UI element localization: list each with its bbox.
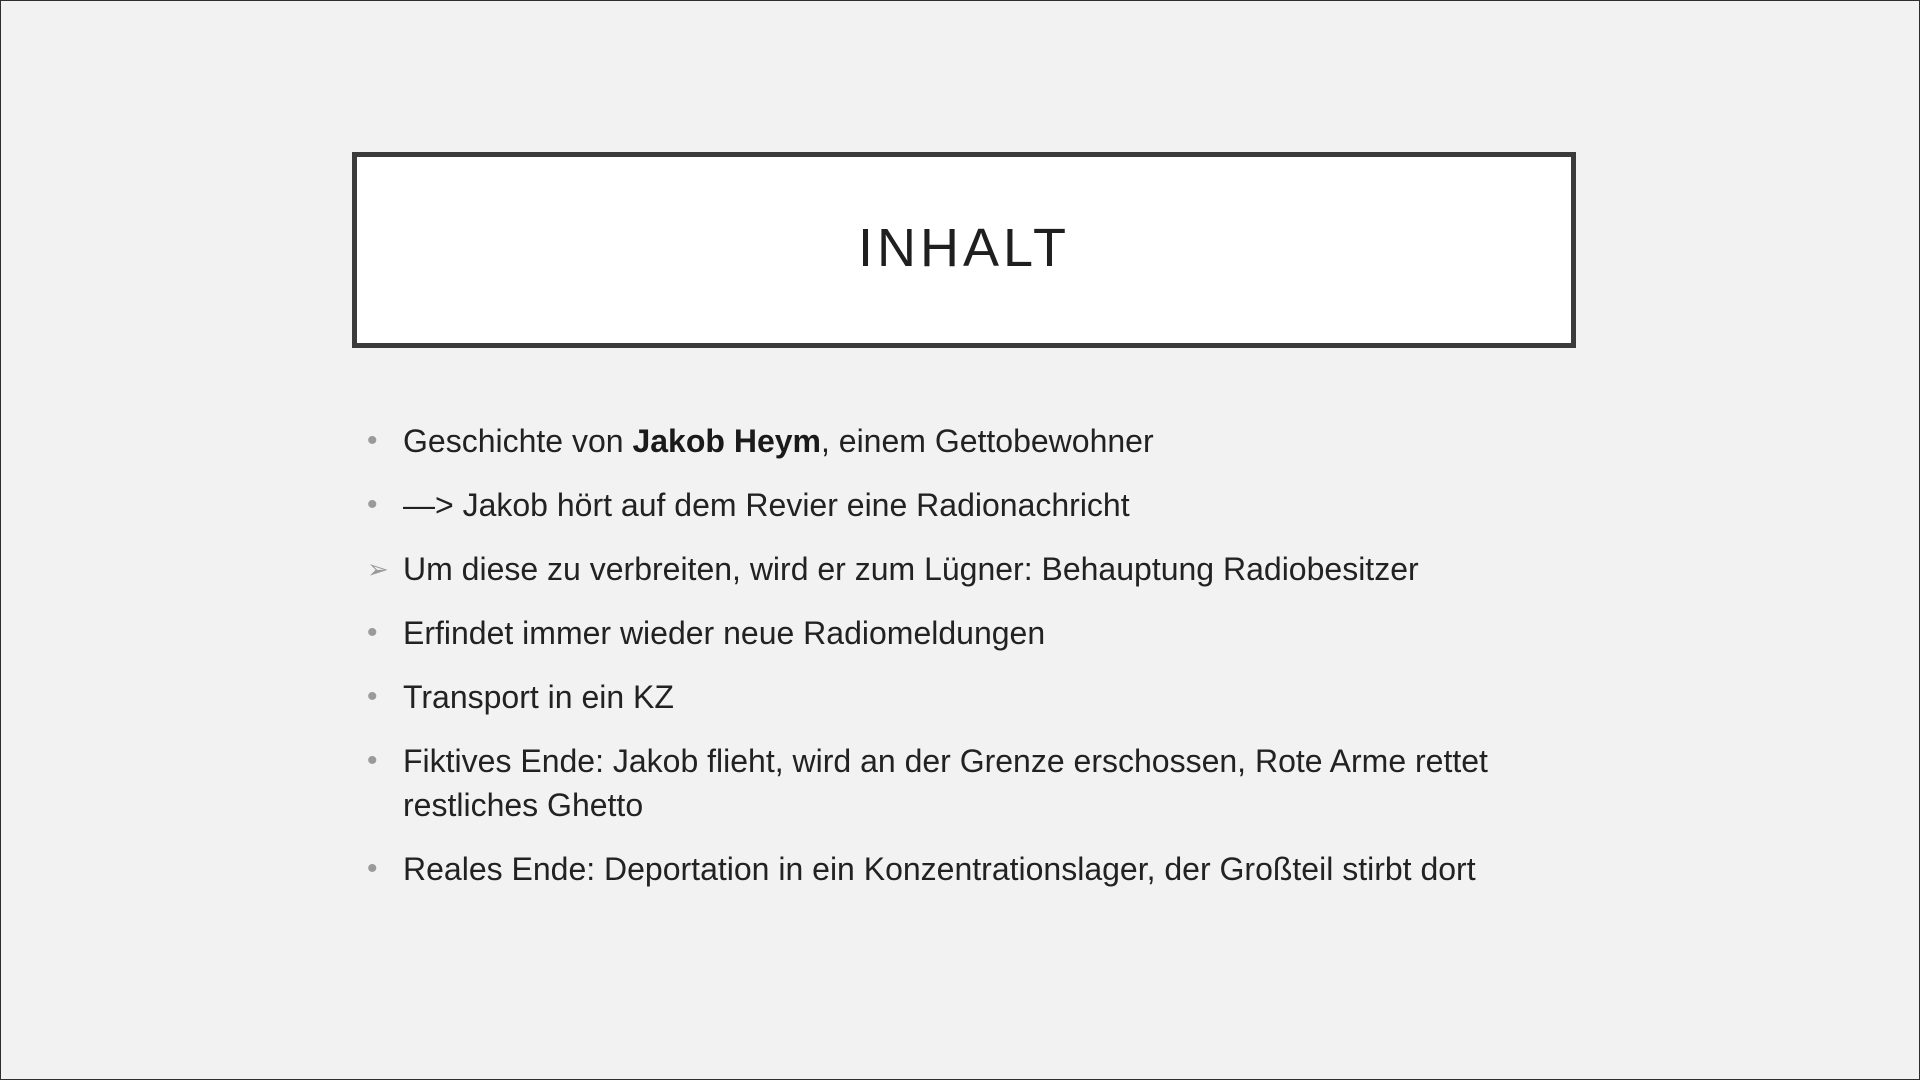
bullet-dot-icon: • xyxy=(367,424,378,457)
list-item xyxy=(365,675,1565,719)
bullet-text: Erfindet immer wieder neue Radiomeldungen xyxy=(403,615,1046,651)
list-item xyxy=(365,739,1565,827)
bullet-text-part: , einem Gettobewohner xyxy=(820,423,1154,459)
bullet-dot-icon: • xyxy=(367,744,378,777)
arrow-bullet-icon: ➢ xyxy=(367,554,389,584)
bullet-list xyxy=(365,419,1565,911)
bullet-dot-icon: • xyxy=(367,680,378,713)
list-item xyxy=(365,419,1565,463)
title-box xyxy=(352,152,1576,348)
bullet-dot-icon: • xyxy=(367,852,378,885)
slide-title: INHALT xyxy=(857,218,1071,278)
list-item xyxy=(365,611,1565,655)
bullet-text: —> Jakob hört auf dem Revier eine Radionachricht xyxy=(403,487,1130,523)
bullet-text: Transport in ein KZ xyxy=(403,679,674,715)
list-item xyxy=(365,847,1565,891)
bullet-text: Um diese zu verbreiten, wird er zum Lügner: Behauptung Radiobesitzer xyxy=(403,551,1419,587)
bullet-text: Fiktives Ende: Jakob flieht, wird an der Grenze erschossen, Rote Arme rettet restliches Ghetto xyxy=(403,743,1488,823)
list-item xyxy=(365,483,1565,527)
bullet-dot-icon: • xyxy=(367,488,378,521)
bullet-dot-icon: • xyxy=(367,616,378,649)
bullet-text xyxy=(403,419,1154,463)
bullet-text-part: Geschichte von xyxy=(403,423,633,459)
bullet-text-bold: Jakob Heym xyxy=(632,423,821,459)
bullet-text: Reales Ende: Deportation in ein Konzentrationslager, der Großteil stirbt dort xyxy=(403,851,1476,887)
list-item xyxy=(365,547,1565,591)
